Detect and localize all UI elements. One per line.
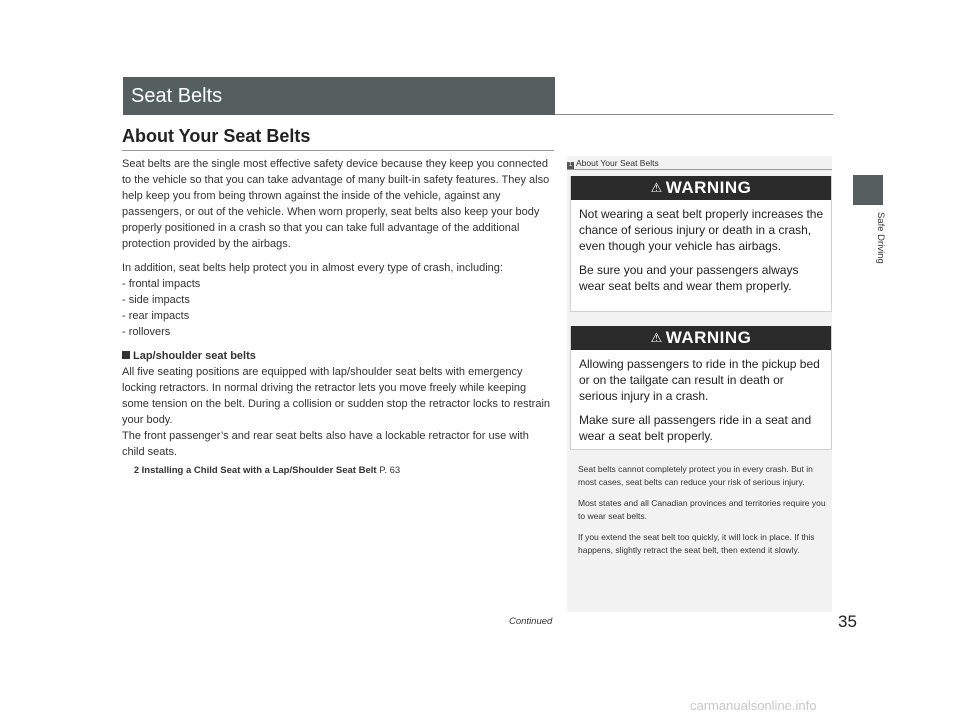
intro-paragraph: Seat belts are the single most effective safety device because they keep you connected to the vehicle so that you can take advantage of many built-in safety features. They also help keep you from being thrown against the inside of the vehicle, against any passengers, or out of the vehicle. When worn properly, seat belts also keep your body properly positioned in a crash so that you can take full advantage of the additional protection provided by the airbags. [122,158,550,250]
warning-triangle-icon: ⚠ [650,330,663,345]
section-title-rule [122,150,554,151]
square-bullet-icon [122,351,130,359]
reference-icon: 1 [568,162,573,168]
warning-header [571,326,831,350]
list-item: - rollovers [122,326,171,338]
warning-header [571,176,831,200]
list-item: - rear impacts [122,310,190,322]
watermark: carmanualsonline.info [690,698,817,713]
crossref-page: P. 63 [379,465,401,476]
lap-paragraph-1: All five seating positions are equipped with lap/shoulder seat belts with emergency locking retractors. In normal driving the retractor lets you move freely while keeping some tension on the belt. During a collision or sudden stop the retractor locks to restrain your body. [122,366,551,426]
main-body [122,156,554,479]
sidebar-heading [567,158,832,169]
crash-types-list [122,260,554,340]
warning-box [570,176,832,312]
lap-paragraph-2: The front passenger’s and rear seat belts also have a lockable retractor for use with child seats. [122,430,529,458]
note-paragraph: Seat belts cannot completely protect you in every crash. But in most cases, seat belts can reduce your risk of serious injury. [578,464,813,487]
continued-label: Continued [509,616,553,627]
warning-label: WARNING [665,328,752,347]
sidebar-heading-rule [567,169,832,170]
crash-intro: In addition, seat belts help protect you in almost every type of crash, including: [122,262,503,274]
chapter-tab-label: Safe Driving [875,212,886,264]
list-item: - frontal impacts [122,278,201,290]
warning-label: WARNING [665,178,752,197]
crossref-link[interactable] [134,462,554,479]
list-item: - side impacts [122,294,190,306]
section-title: About Your Seat Belts [122,126,311,146]
sidebar-notes [578,463,826,565]
warning-text: Make sure all passengers ride in a seat and wear a seat belt properly. [579,413,812,443]
crossref-arrow-icon: 2 [134,465,140,475]
subheading [122,348,554,364]
sidebar-heading-text: About Your Seat Belts [576,158,659,168]
warning-box [570,326,832,450]
chapter-tab-marker [853,175,883,205]
warning-text: Allowing passengers to ride in the pickup bed or on the tailgate can result in death or serious injury in a crash. [579,357,820,403]
chapter-title: Seat Belts [131,85,223,107]
warning-triangle-icon: ⚠ [650,180,663,195]
warning-body [571,350,831,450]
warning-body [571,200,831,300]
warning-text: Be sure you and your passengers always wear seat belts and wear them properly. [579,263,799,293]
warning-text: Not wearing a seat belt properly increases the chance of serious injury or death in a crash, even though your vehicle has airbags. [579,207,824,253]
header-rule [555,114,833,115]
note-paragraph: If you extend the seat belt too quickly, it will lock in place. If this happens, slightly retract the seat belt, then extend it slowly. [578,532,815,555]
chapter-header [123,77,555,115]
note-paragraph: Most states and all Canadian provinces and territories require you to wear seat belts. [578,498,826,521]
subheading-text: Lap/shoulder seat belts [133,350,256,362]
crossref-label: Installing a Child Seat with a Lap/Shoulder Seat Belt [141,465,377,476]
page-number: 35 [838,612,857,631]
